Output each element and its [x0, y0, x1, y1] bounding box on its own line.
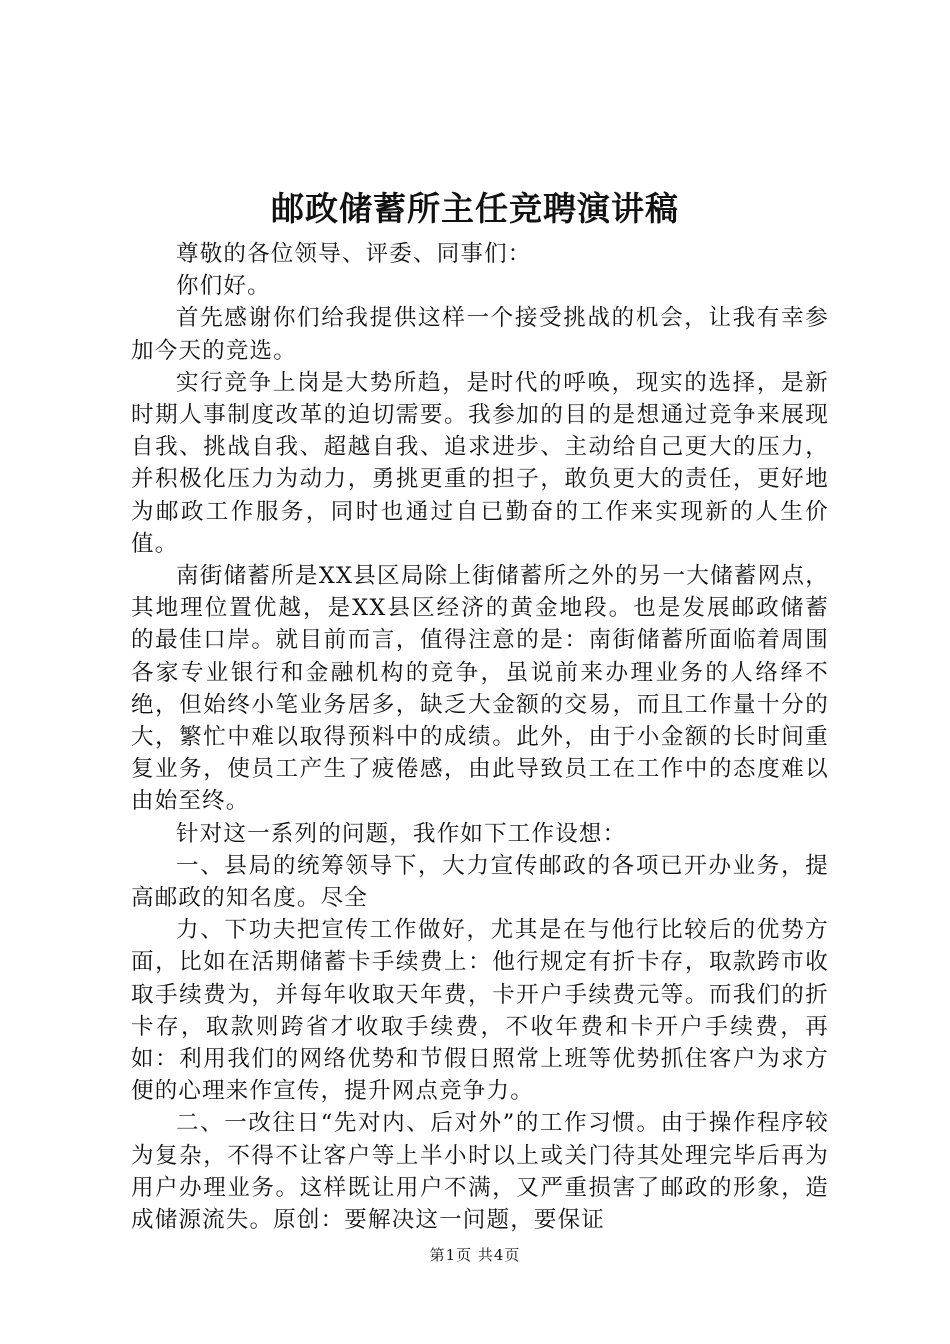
paragraph-plan-one-continued: 力、下功夫把宣传工作做好，尤其是在与他行比较后的优势方面，比如在活期储蓄卡手续费上：他行规定有折卡存，取款跨市收取手续费为，并每年收取天年费，卡开户手续费元等。而我们的折卡存，取款则跨省才收取手续费，不收年费和卡开户手续费，再如：利用我们的网络优势和节假日照常上班等优势抓住客户为求方便的心理来作宣传，提升网点竞争力。: [131, 917, 829, 1105]
paragraph-thanks: 首先感谢你们给我提供这样一个接受挑战的机会，让我有幸参加今天的竞选。: [131, 305, 829, 364]
paragraph-plan-two: 二、一改往日“先对内、后对外”的工作习惯。由于操作程序较为复杂，不得不让客户等上半小时以上或关门待其处理完毕后再为用户办理业务。这样既让用户不满，又严重损害了邮政的形象，造成储源流失。原创：要解决这一问题，要保证: [131, 1110, 829, 1234]
paragraph-greeting: 你们好。: [176, 273, 271, 300]
paragraph-plan-intro: 针对这一系列的问题，我作如下工作设想：: [176, 820, 627, 847]
paragraph-plan-one: 一、县局的统筹领导下，大力宣传邮政的各项已开办业务，提高邮政的知名度。尽全: [131, 852, 829, 912]
paragraph-salutation: 尊敬的各位领导、评委、同事们：: [176, 241, 532, 267]
paragraph-purpose: 实行竞争上岗是大势所趋，是时代的呼唤，现实的选择，是新时期人事制度改革的迫切需要。我参加的目的是想通过竞争来展现自我、挑战自我、超越自我、追求进步、主动给自己更大的压力，并积极化压力为动力，勇挑更重的担子，敢负更大的责任，更好地为邮政工作服务，同时也通过自已勤奋的工作来实现新的人生价值。: [131, 369, 829, 557]
document-body: [131, 238, 829, 1236]
page-number-footer: 第1页 共4页: [429, 1246, 521, 1264]
document-title: 邮政储蓄所主任竞聘演讲稿: [271, 189, 679, 228]
paragraph-branch-overview: 南街储蓄所是XX县区局除上街储蓄所之外的另一大储蓄网点，其地理位置优越，是XX县区经济的黄金地段。也是发展邮政储蓄的最佳口岸。就目前而言，值得注意的是：南街储蓄所面临着周围各家专业银行和金融机构的竞争，虽说前来办理业务的人络绎不绝，但始终小笔业务居多，缺乏大金额的交易，而且工作量十分的大，繁忙中难以取得预料中的成绩。此外，由于小金额的长时间重复业务，使员工产生了疲倦感，由此导致员工在工作中的态度难以由始至终。: [131, 563, 829, 815]
